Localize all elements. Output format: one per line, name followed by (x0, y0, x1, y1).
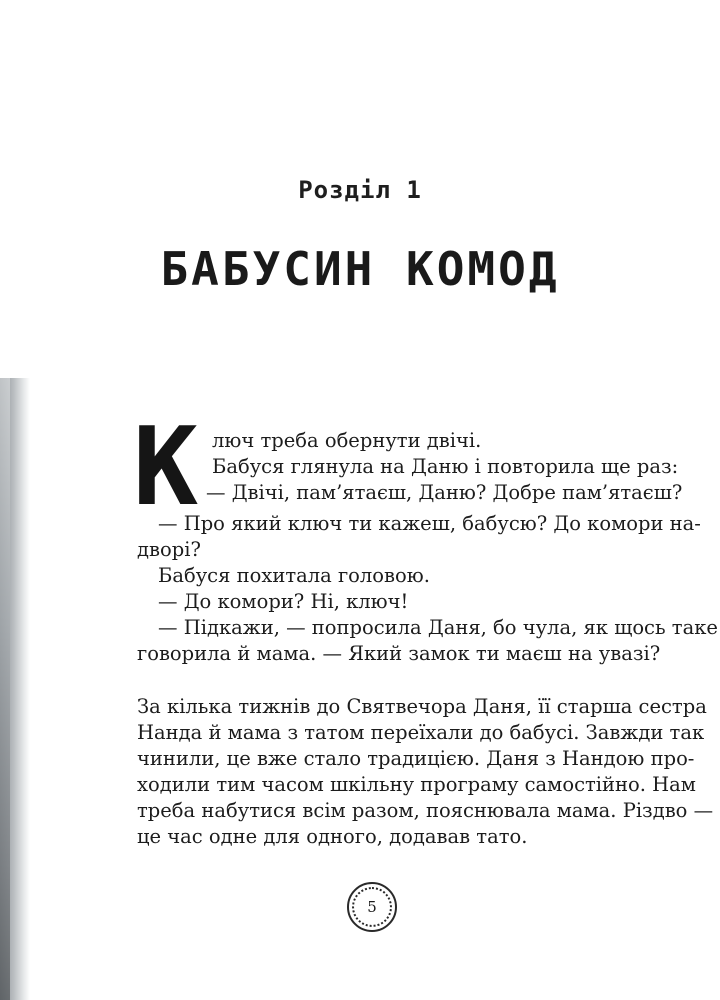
text-line: — Двічі, пам’ятаєш, Даню? Добре пам’ятаєш? (206, 481, 683, 504)
text-line: Бабуся глянула на Даню і повторила ще раз: (212, 455, 679, 478)
text-line: говорила й мама. — Який замок ти маєш на увазі? (137, 642, 661, 665)
text-line: Бабуся похитала головою. (158, 564, 430, 587)
page-number-badge (347, 882, 397, 932)
text-line: треба набутися всім разом, пояснювала мама. Різдво — (137, 799, 714, 822)
text-line: чинили, це вже стало традицією. Даня з Нандою про- (137, 747, 695, 770)
text-line: — Про який ключ ти кажеш, бабусю? До комори на- (158, 512, 701, 535)
text-line: — До комори? Ні, ключ! (158, 590, 409, 613)
text-line: люч треба обернути двічі. (212, 429, 482, 452)
text-line: — Підкажи, — попросила Даня, бо чула, як щось таке (158, 616, 718, 639)
chapter-label: Розділ 1 (298, 176, 422, 204)
text-line: Нанда й мама з татом переїхали до бабусі. Завжди так (137, 721, 705, 744)
chapter-title: БАБУСИН КОМОД (160, 242, 560, 296)
text-line: дворі? (137, 538, 201, 561)
text-line: це час одне для одного, додавав тато. (137, 825, 528, 848)
drop-cap: К (133, 405, 199, 530)
page-number: 5 (367, 898, 377, 916)
text-line: ходили тим часом шкільну програму самостійно. Нам (137, 773, 696, 796)
page-edge-photo-strip (0, 378, 30, 1000)
text-line: За кілька тижнів до Святвечора Даня, її старша сестра (137, 695, 707, 718)
